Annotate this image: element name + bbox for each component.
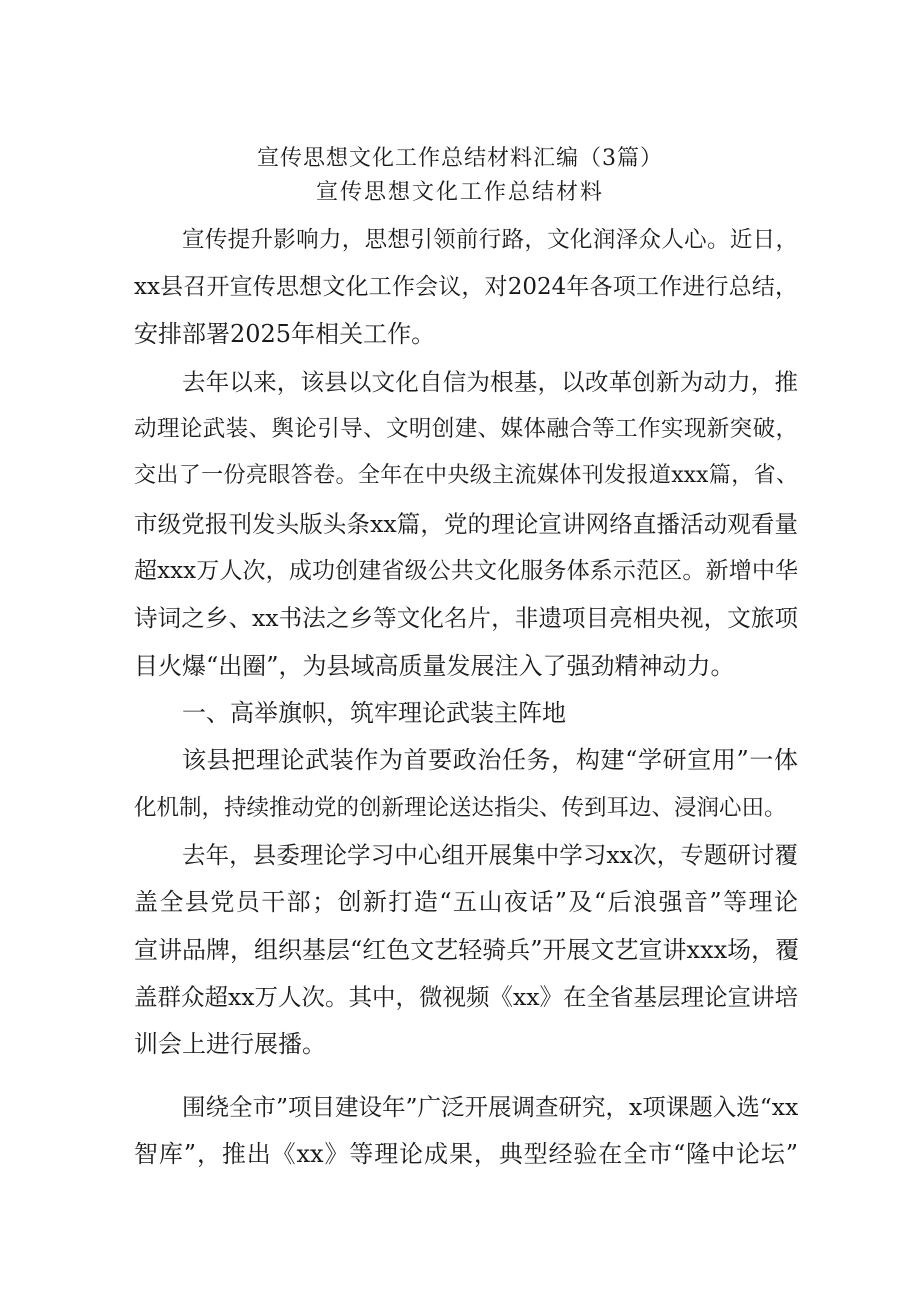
text-line: 围绕全市”项目建设年”广泛开展调查研究，x项课题入选“xx [182, 1093, 799, 1121]
text-line: 诗词之乡、xx书法之乡等文化名片，非遗项目亮相央视，文旅项 [134, 604, 798, 632]
text-line: 智库”，推出《xx》等理论成果，典型经验在全市“隆中论坛” [134, 1140, 798, 1168]
text-line: 安排部署2025年相关工作。 [134, 320, 436, 348]
text-line: 超xxx万人次，成功创建省级公共文化服务体系示范区。新增中华 [134, 558, 798, 584]
text-line: 盖群众超xx万人次。其中，微视频《xx》在全省基层理论宣讲培 [134, 983, 799, 1011]
text-line: xx县召开宣传思想文化工作会议，对2024年各项工作进行总结， [134, 274, 798, 300]
text-line: 动理论武装、舆论引导、文明创建、媒体融合等工作实现新突破， [134, 416, 798, 442]
document-subtitle: 宣传思想文化工作总结材料 [315, 180, 604, 205]
text-line: 目火爆“出圈”，为县域高质量发展注入了强劲精神动力。 [134, 652, 735, 680]
document-title: 宣传思想文化工作总结材料汇编（3篇） [257, 146, 663, 171]
text-line: 训会上进行展播。 [134, 1030, 326, 1058]
text-line: 去年，县委理论学习中心组开展集中学习xx次，专题研讨覆 [182, 841, 798, 869]
text-line: 宣传提升影响力，思想引领前行路，文化润泽众人心。近日， [182, 227, 798, 253]
text-line: 市级党报刊发头版头条xx篇，党的理论宣讲网络直播活动观看量 [134, 510, 798, 538]
text-line: 盖全县党员干部；创新打造“五山夜话”及“后浪强音”等理论 [134, 888, 798, 916]
text-line: 宣讲品牌，组织基层“红色文艺轻骑兵”开展文艺宣讲xxx场，覆 [134, 936, 800, 964]
text-line: 化机制，持续推动党的创新理论送达指尖、传到耳边、浸润心田。 [134, 795, 787, 821]
text-line: 去年以来，该县以文化自信为根基，以改革创新为动力，推 [182, 368, 798, 396]
text-line: 交出了一份亮眼答卷。全年在中央级主流媒体刊发报道xxx篇，省、 [134, 463, 798, 488]
text-line: 该县把理论武装作为首要政治任务，构建“学研宣用”一体 [182, 746, 798, 774]
section-heading: 一、高举旗帜，筑牢理论武装主阵地 [182, 699, 566, 727]
